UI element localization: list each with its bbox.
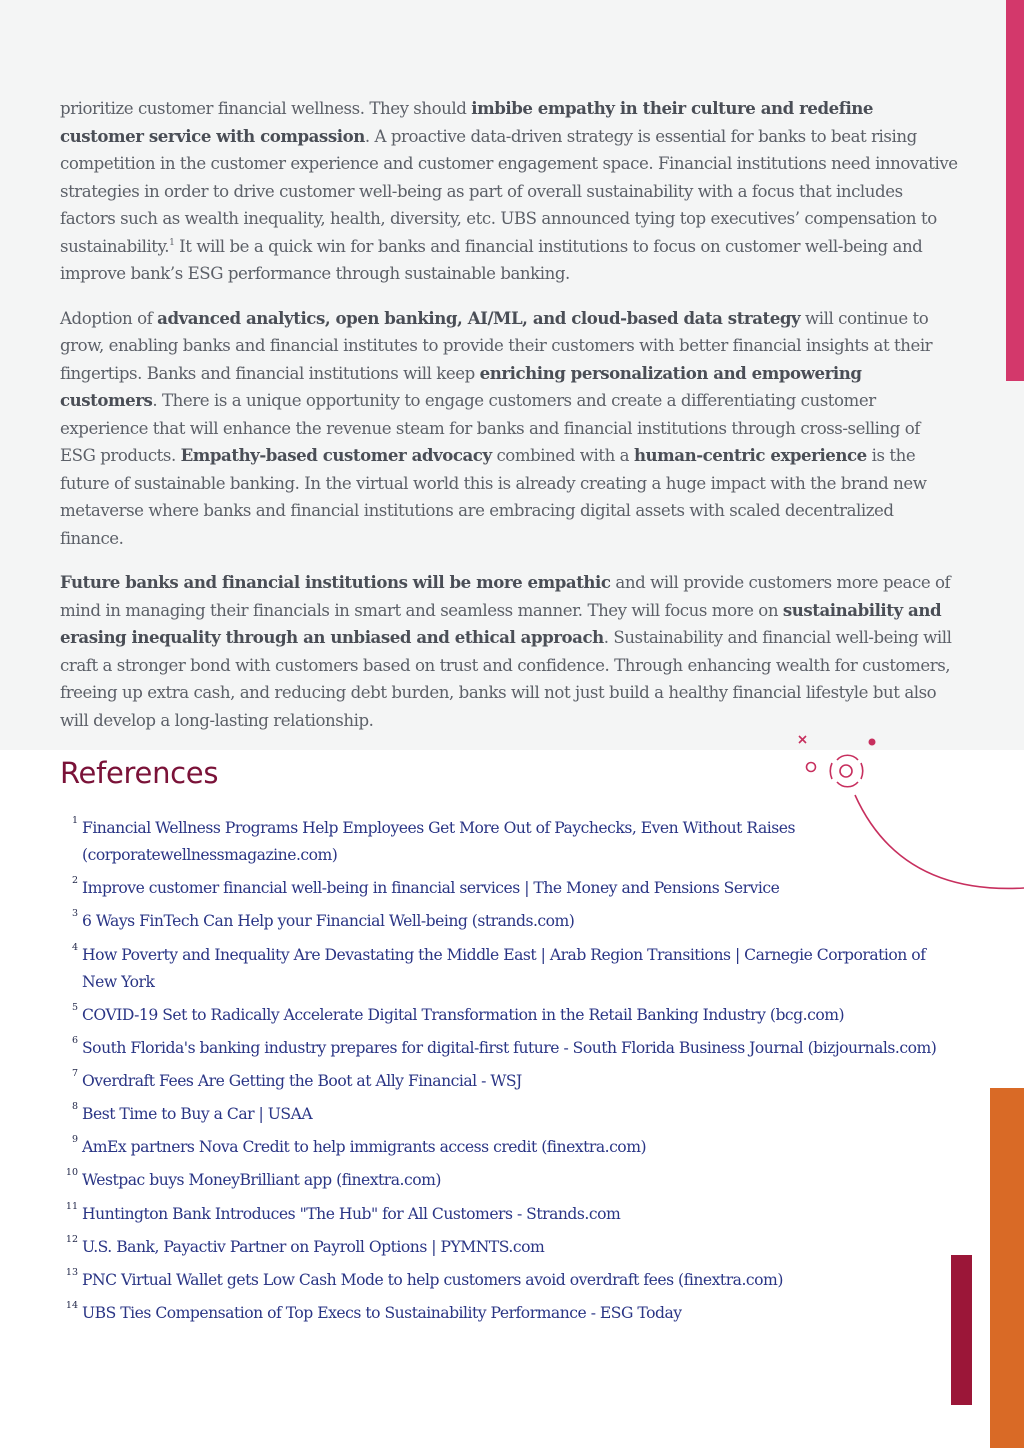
reference-item <box>60 1134 960 1161</box>
bold-phrase: human-centric experience <box>633 445 867 465</box>
bold-phrase: sustainability and erasing inequality through an unbiased and ethical approach <box>60 599 942 647</box>
reference-link[interactable]: Overdraft Fees Are Getting the Boot at Ally Financial - WSJ <box>82 1072 522 1091</box>
reference-link[interactable]: 6 Ways FinTech Can Help your Financial Well-being (strands.com) <box>82 912 575 931</box>
reference-link[interactable]: How Poverty and Inequality Are Devastating the Middle East | Arab Region Transitions | Carnegie Corporation of New York <box>82 945 926 991</box>
reference-item <box>60 1035 960 1062</box>
reference-number: 4 <box>71 941 78 953</box>
text-run: . A proactive data-driven strategy is essential for banks to beat rising competition in the customer experience and customer engagement space. Financial institutions need innovative strategies in order to drive customer well-being as part of overall sustainability with a focus that includes factors such as wealth inequality, health, diversity, etc. UBS announced tying top executives’ compensation to sustainability. <box>60 126 958 256</box>
pink-accent-bar <box>1006 0 1024 381</box>
text-run: and will provide customers more peace of mind in managing their financials in smart and seamless manner. They will focus more on <box>60 573 951 620</box>
reference-number: 7 <box>71 1068 78 1080</box>
reference-number: 10 <box>65 1167 78 1179</box>
reference-number: 9 <box>71 1134 78 1146</box>
reference-number: 5 <box>71 1001 78 1013</box>
bold-phrase: Empathy-based customer advocacy <box>180 445 492 465</box>
circle-ripple-arc-decoration-icon <box>760 725 1024 905</box>
reference-number: 8 <box>71 1101 78 1113</box>
footnote-marker: 1 <box>169 237 175 248</box>
orange-accent-bar <box>990 1088 1024 1448</box>
reference-number: 3 <box>71 908 78 920</box>
reference-item <box>60 1068 960 1095</box>
reference-link[interactable]: Westpac buys MoneyBrilliant app (finextra.com) <box>82 1171 441 1190</box>
reference-link[interactable]: UBS Ties Compensation of Top Execs to Sustainability Performance - ESG Today <box>82 1303 682 1322</box>
text-run: . Sustainability and financial well-being will craft a stronger bond with customers based on trust and confidence. Through enhancing wealth for customers, freeing up extra cash, and reducing debt burden, banks will not just build a healthy financial lifestyle but also will develop a long-lasting relationship. <box>60 628 952 730</box>
reference-number: 12 <box>65 1233 78 1245</box>
reference-link[interactable]: South Florida's banking industry prepares for digital-first future - South Florida Business Journal (bizjournals.com) <box>82 1039 937 1058</box>
reference-link[interactable]: U.S. Bank, Payactiv Partner on Payroll Options | PYMNTS.com <box>82 1237 545 1256</box>
text-run: prioritize customer financial wellness. They should <box>60 99 472 118</box>
reference-item <box>60 908 960 935</box>
paragraph-1 <box>60 95 960 288</box>
reference-number: 6 <box>71 1035 78 1047</box>
text-run: combined with a <box>491 446 634 465</box>
body-text <box>60 95 960 751</box>
text-run: . There is a unique opportunity to engage customers and create a differentiating customer experience that will enhance the revenue steam for banks and financial institutions through cross-selling of ESG products. <box>60 391 920 465</box>
reference-item <box>60 1300 960 1327</box>
bold-phrase: advanced analytics, open banking, AI/ML, and cloud-based data strategy <box>157 307 801 328</box>
reference-link[interactable]: Improve customer financial well-being in financial services | The Money and Pensions Service <box>82 879 780 898</box>
reference-number: 14 <box>65 1299 78 1311</box>
reference-link[interactable]: Best Time to Buy a Car | USAA <box>82 1105 313 1124</box>
text-run: is the future of sustainable banking. In the virtual world this is already creating a huge impact with the brand new metaverse where banks and financial institutions are embracing digital assets with scaled decentralized finance. <box>60 446 927 548</box>
reference-item <box>60 1167 960 1194</box>
text-run: It will be a quick win for banks and financial institutions to focus on customer well-being and improve bank’s ESG performance through sustainable banking. <box>60 236 923 283</box>
reference-link[interactable]: Financial Wellness Programs Help Employees Get More Out of Paychecks, Even Without Raises (corporatewellnessmagazine.com) <box>82 819 795 865</box>
reference-number: 2 <box>71 875 78 887</box>
reference-link[interactable]: Huntington Bank Introduces "The Hub" for All Customers - Strands.com <box>82 1204 621 1223</box>
bold-phrase: enriching personalization and empowering customers <box>60 362 862 410</box>
bold-phrase: imbibe empathy in their culture and redefine customer service with compassion <box>60 98 874 146</box>
reference-number: 13 <box>65 1266 78 1278</box>
text-run: Adoption of <box>60 308 158 328</box>
reference-item <box>60 1234 960 1261</box>
reference-item <box>60 1201 960 1228</box>
text-run: will continue to grow, enabling banks and financial institutes to provide their customers with better financial insights at their fingertips. Banks and financial institutions will keep <box>60 308 933 383</box>
paragraph-2 <box>60 305 960 553</box>
reference-item <box>60 1267 960 1294</box>
reference-item <box>60 1002 960 1029</box>
bold-phrase: Future banks and financial institutions will be more empathic <box>60 572 611 592</box>
reference-link[interactable]: AmEx partners Nova Credit to help immigrants access credit (finextra.com) <box>82 1138 647 1157</box>
paragraph-3 <box>60 569 960 734</box>
references-heading: References <box>60 756 219 790</box>
reference-link[interactable]: COVID-19 Set to Radically Accelerate Digital Transformation in the Retail Banking Industry (bcg.com) <box>82 1005 845 1024</box>
reference-link[interactable]: PNC Virtual Wallet gets Low Cash Mode to help customers avoid overdraft fees (finextra.com) <box>82 1270 783 1289</box>
reference-number: 1 <box>71 815 78 826</box>
reference-number: 11 <box>65 1200 78 1212</box>
reference-item <box>60 1101 960 1128</box>
reference-item <box>60 942 960 997</box>
